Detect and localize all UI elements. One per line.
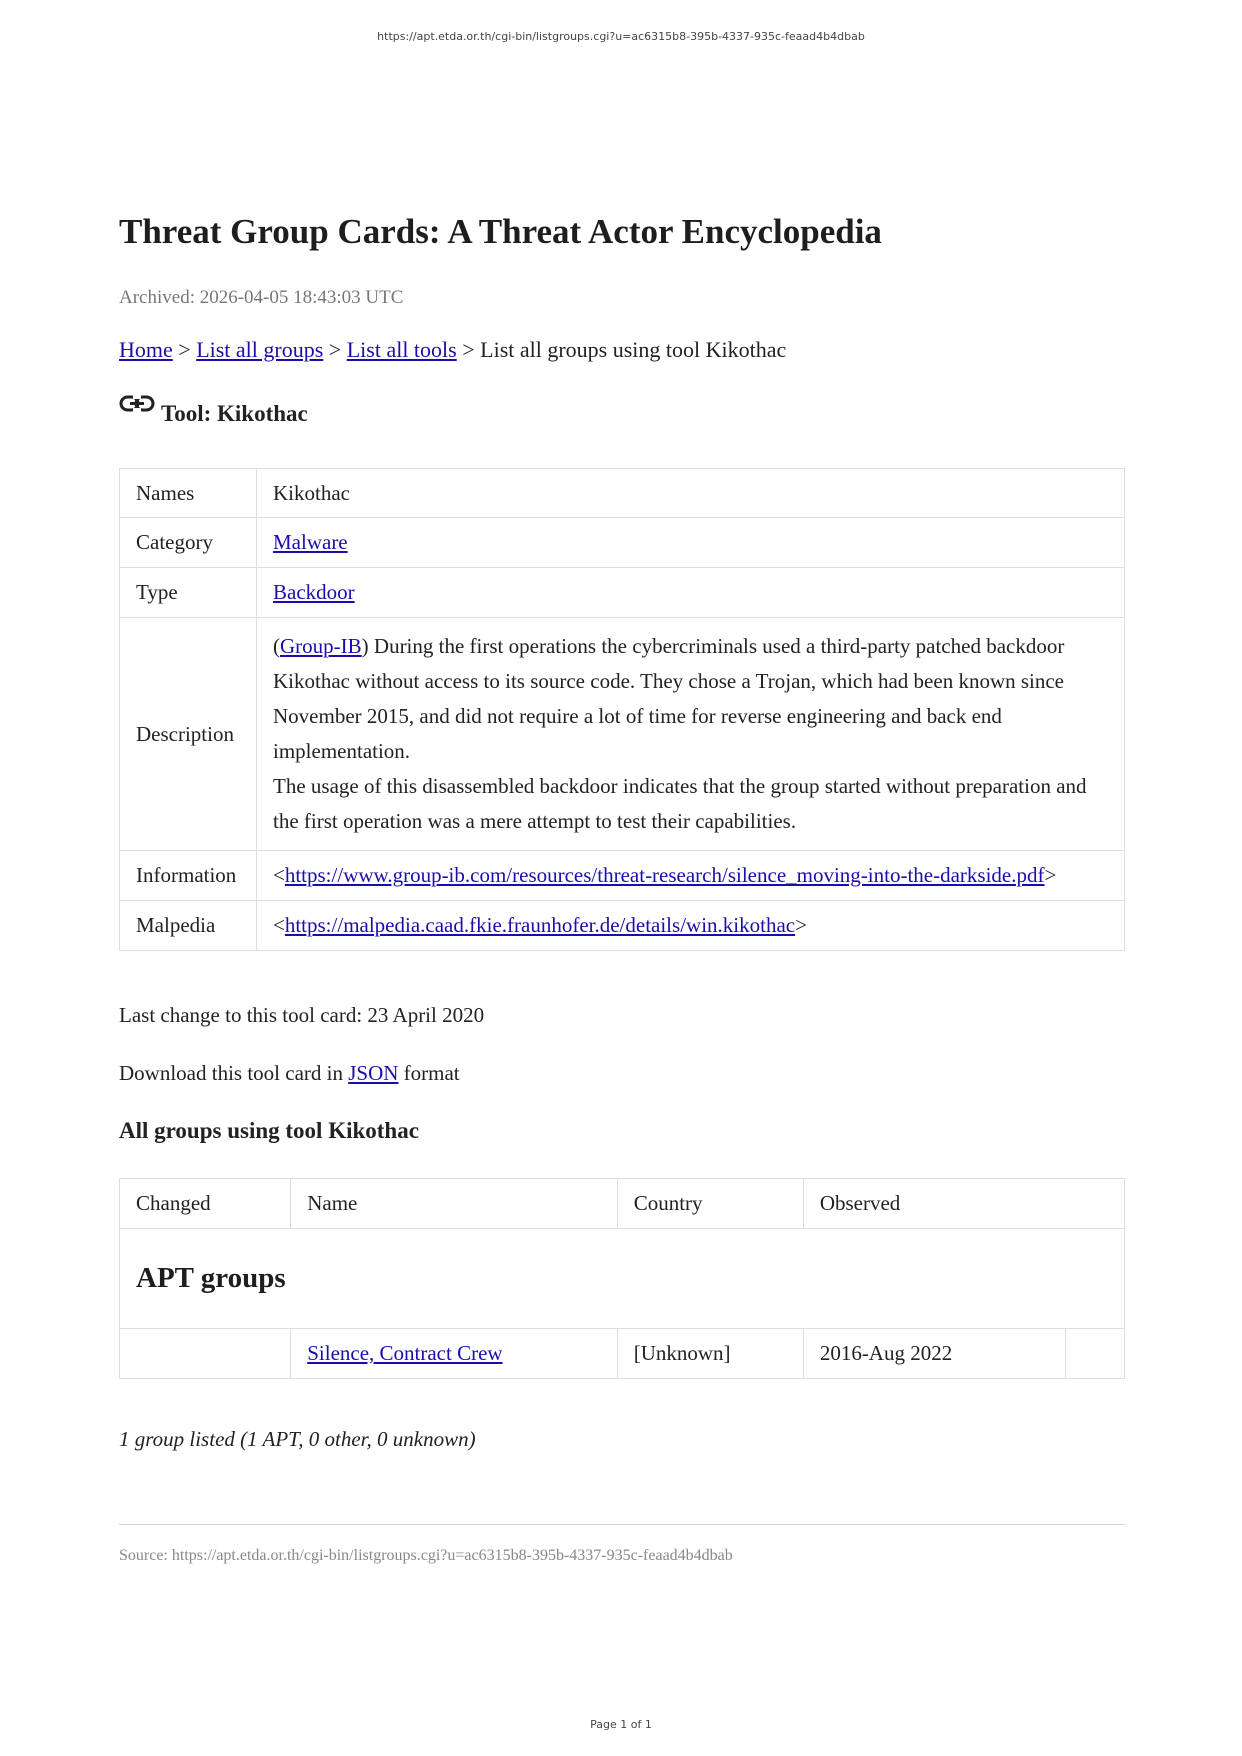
table-row (120, 568, 1125, 618)
breadcrumb-list-tools-link[interactable]: List all tools (346, 337, 457, 362)
groups-table (119, 1178, 1125, 1379)
description-cell (257, 618, 1125, 851)
table-row (120, 851, 1125, 901)
type-cell (257, 568, 1125, 618)
tool-heading-text: Tool: Kikothac (161, 401, 308, 426)
malpedia-cell (257, 901, 1125, 951)
link-icon (119, 391, 155, 419)
print-header-url: https://apt.etda.or.th/cgi-bin/listgroups.cgi?u=ac6315b8-395b-4337-935c-feaad4b4dbab (377, 30, 865, 43)
header-observed: Observed (803, 1179, 1124, 1229)
tool-info-table (119, 468, 1125, 951)
archived-timestamp: Archived: 2026-04-05 18:43:03 UTC (119, 287, 404, 308)
source-url: Source: https://apt.etda.or.th/cgi-bin/listgroups.cgi?u=ac6315b8-395b-4337-935c-feaad4b4dbab (119, 1547, 733, 1564)
angle-close: > (795, 913, 807, 937)
table-row (120, 469, 1125, 518)
category-link[interactable]: Malware (273, 530, 348, 554)
breadcrumb-separator: > (456, 337, 481, 362)
table-section-row (120, 1229, 1125, 1329)
last-change-text: Last change to this tool card: 23 April 2020 (119, 1003, 485, 1027)
type-label: Type (120, 568, 257, 618)
divider (119, 1524, 1125, 1525)
section-apt-groups: APT groups (120, 1229, 1125, 1329)
category-label: Category (120, 518, 257, 568)
row-changed (120, 1329, 291, 1379)
breadcrumb-separator: > (323, 337, 347, 362)
information-link[interactable]: https://www.group-ib.com/resources/threat-research/silence_moving-into-the-darkside.pdf (284, 863, 1045, 887)
tool-heading (119, 399, 308, 427)
breadcrumb-list-groups-link[interactable]: List all groups (196, 337, 324, 362)
breadcrumb-home-link[interactable]: Home (119, 337, 173, 362)
header-changed: Changed (120, 1179, 291, 1229)
breadcrumb-separator: > (172, 337, 197, 362)
malpedia-label: Malpedia (120, 901, 257, 951)
table-row (120, 518, 1125, 568)
json-download-link[interactable]: JSON (348, 1061, 399, 1085)
description-paren: ( (273, 634, 280, 658)
table-row (120, 1329, 1125, 1379)
information-cell (257, 851, 1125, 901)
information-label: Information (120, 851, 257, 901)
groups-summary: 1 group listed (1 APT, 0 other, 0 unknown) (119, 1427, 476, 1451)
description-label: Description (120, 618, 257, 851)
table-row (120, 901, 1125, 951)
page-number: Page 1 of 1 (590, 1718, 652, 1731)
header-country: Country (617, 1179, 803, 1229)
angle-close: > (1044, 863, 1057, 887)
row-observed: 2016-Aug 2022 (803, 1329, 1066, 1379)
malpedia-link[interactable]: https://malpedia.caad.fkie.fraunhofer.de/details/win.kikothac (284, 913, 796, 937)
breadcrumb (119, 337, 786, 363)
group-link[interactable]: Silence, Contract Crew (307, 1341, 503, 1365)
row-extra-cell (1066, 1329, 1125, 1379)
description-source-link[interactable]: Group-IB (280, 634, 362, 658)
names-label: Names (120, 469, 257, 518)
type-link[interactable]: Backdoor (273, 580, 355, 604)
download-suffix: format (398, 1061, 460, 1085)
row-country: [Unknown] (617, 1329, 803, 1379)
names-value: Kikothac (257, 469, 1125, 518)
breadcrumb-current: List all groups using tool Kikothac (480, 337, 787, 362)
description-paragraph-2: The usage of this disassembled backdoor indicates that the group started without preparation and the first operation was a mere attempt to test their capabilities. (273, 774, 1087, 833)
description-paragraph-1: ) During the first operations the cybercriminals used a third-party patched backdoor Kikothac without access to its source code. They chose a Trojan, which had been known since November 2015, and did not require a lot of time for reverse engineering and back end implementation. (273, 634, 1065, 763)
header-name: Name (291, 1179, 617, 1229)
groups-heading: All groups using tool Kikothac (119, 1118, 419, 1143)
download-line (119, 1061, 460, 1086)
page-title: Threat Group Cards: A Threat Actor Encyclopedia (119, 212, 882, 251)
table-row (120, 618, 1125, 851)
row-name-cell (291, 1329, 617, 1379)
table-header-row (120, 1179, 1125, 1229)
angle-open: < (273, 863, 285, 887)
angle-open: < (273, 913, 285, 937)
download-prefix: Download this tool card in (119, 1061, 349, 1085)
category-cell (257, 518, 1125, 568)
